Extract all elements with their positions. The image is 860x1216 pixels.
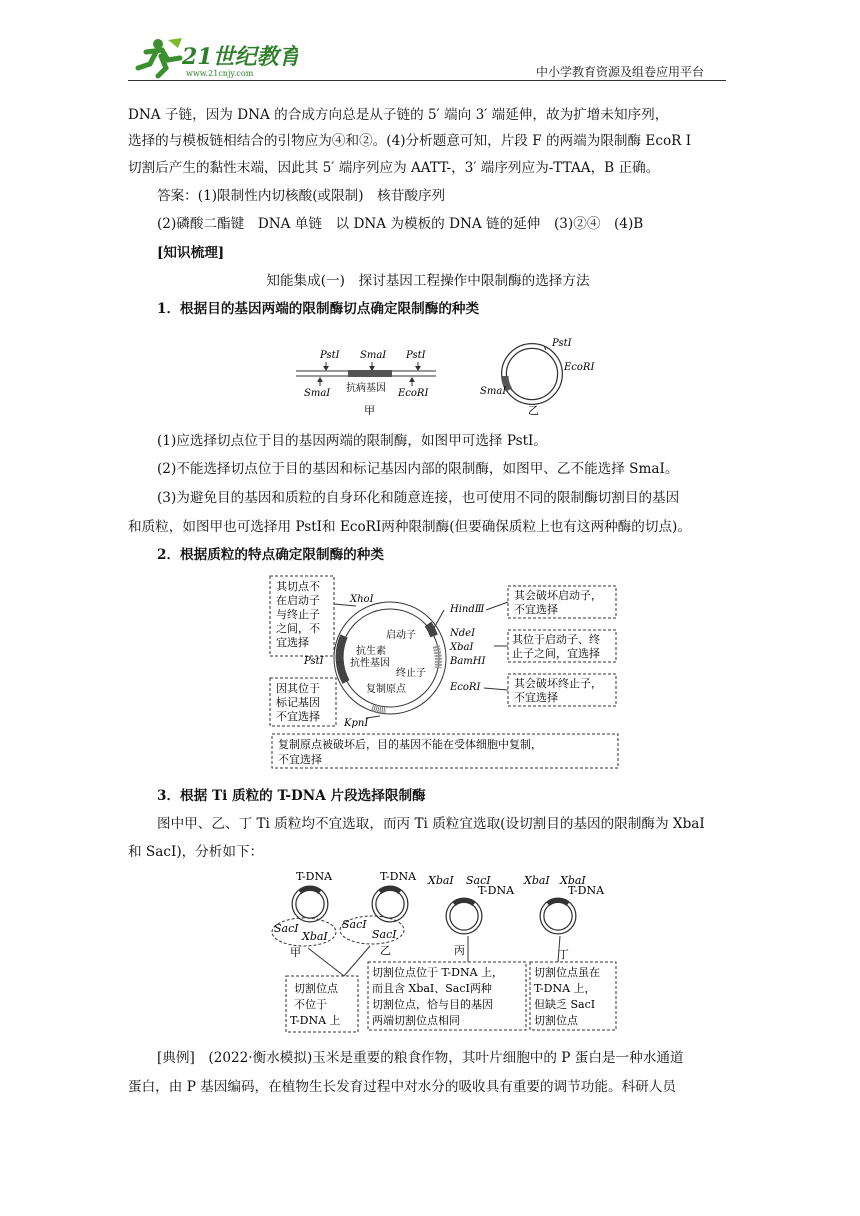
site-xba: XbaⅠ: [450, 642, 474, 653]
text-line: 和 SacⅠ)，分析如下：: [128, 844, 264, 860]
logo-url: www.21cnjy.com: [186, 69, 254, 78]
figure-plasmid-features: [268, 572, 624, 772]
label-yi: 乙: [380, 944, 391, 957]
box-line: 切割位点位于 T-DNA 上，: [372, 966, 504, 979]
site-xho: XhoⅠ: [350, 594, 374, 605]
label-xba: XbaⅠ: [560, 874, 586, 887]
logo-text: 21世纪教育: [182, 44, 298, 70]
box-line: 切割位点: [534, 1014, 578, 1027]
answer-line: 答案：(1)限制性内切核酸(或限制) 核苷酸序列: [157, 188, 446, 204]
site-hind: HindⅢ: [450, 604, 485, 615]
box-line: 在启动子: [276, 594, 320, 607]
text-line: 选择的与模板链相结合的引物应为④和②。(4)分析题意可知，片段 F 的两端为限制酶 EcoR Ⅰ: [128, 133, 692, 149]
text-line: 图中甲、乙、丁 Ti 质粒均不宜选取，而丙 Ti 质粒宜选取(设切割目的基因的限制酶为 XbaⅠ: [157, 816, 705, 832]
label-term: 终止子: [396, 668, 426, 679]
label-sma: SmaⅠ: [304, 388, 331, 399]
site-bam: BamHⅠ: [450, 656, 486, 667]
gene-jia-diagram: [296, 350, 436, 417]
figure-restriction-sites: [296, 326, 626, 422]
text-line: 切割后产生的黏性末端，因此其 5′ 端序列应为 AATT-，3′ 端序列应为-TTAA，B 正确。: [128, 160, 660, 176]
label-eco: EcoRⅠ: [398, 388, 429, 399]
label-ding: 丁: [558, 948, 569, 961]
box-line: 其切点不: [276, 580, 320, 593]
site-kpn: KpnⅠ: [344, 718, 369, 729]
box-line: 不宜选择: [278, 753, 322, 766]
label-gene: 抗病基因: [346, 383, 386, 394]
answer-line: (2)磷酸二酯键 DNA 单链 以 DNA 为模板的 DNA 链的延伸 (3)②④ (4)B: [157, 216, 644, 232]
text-line: (3)为避免目的基因和质粒的自身环化和随意连接，也可使用不同的限制酶切割目的基因: [157, 490, 680, 506]
label-ori: 复制原点: [366, 684, 406, 695]
section-title: 知能集成(一) 探讨基因工程操作中限制酶的选择方法: [266, 273, 590, 289]
text-line: (2)不能选择切点位于目的基因和标记基因内部的限制酶，如图甲、乙不能选择 SmaⅠ。: [157, 461, 679, 477]
label-pst: PstⅠ: [552, 338, 572, 349]
box-line: 宜选择: [276, 636, 309, 649]
box-line: 不宜选择: [514, 691, 558, 704]
heading-1: 1．根据目的基因两端的限制酶切点确定限制酶的种类: [157, 301, 480, 317]
label-eco: EcoRⅠ: [564, 362, 595, 373]
runner-icon: [138, 38, 182, 76]
box-line: 不宜选择: [514, 603, 558, 616]
section-heading: [知识梳理]: [157, 245, 225, 261]
label-sac: SacⅠ: [372, 928, 397, 941]
site-nde: NdeⅠ: [450, 628, 476, 639]
label-promoter: 启动子: [386, 630, 416, 641]
label-tdna: T-DNA: [568, 884, 605, 897]
figure-ti-plasmids: [268, 868, 624, 1034]
box-line: 与终止子: [276, 608, 320, 621]
box-line: 两端切割位点相同: [372, 1014, 460, 1027]
label-sac: SacⅠ: [274, 922, 299, 935]
box-line: 不位于: [294, 998, 327, 1011]
box-line: 其会破坏终止子，: [514, 677, 602, 690]
label-sma: SmaⅠ: [360, 350, 387, 361]
label-pst: PstⅠ: [406, 350, 426, 361]
box-line: 止子之间，宜选择: [512, 647, 600, 660]
plasmid-yi-diagram: [480, 338, 595, 417]
box-line: 之间，不: [276, 622, 320, 635]
box-line: 切割位点: [294, 982, 338, 995]
box-line: 标记基因: [276, 696, 320, 709]
label-sac: SacⅠ: [466, 874, 491, 887]
example-line: [典例] (2022·衡水模拟)玉米是重要的粮食作物，其叶片细胞中的 P 蛋白是一种水通道: [157, 1050, 684, 1066]
label-tdna: T-DNA: [478, 884, 515, 897]
box-line: T-DNA 上: [290, 1014, 341, 1027]
label-bing: 丙: [454, 944, 465, 957]
label-pst: PstⅠ: [320, 350, 340, 361]
heading-2: 2．根据质粒的特点确定限制酶的种类: [157, 547, 384, 563]
box-line: 切割位点，恰与目的基因: [372, 998, 493, 1011]
box-line: 其会破坏启动子，: [514, 589, 602, 602]
label-resist: 抗生素: [356, 646, 386, 657]
label-tdna: T-DNA: [296, 870, 333, 883]
label-jia: 甲: [290, 946, 301, 959]
label-tdna: T-DNA: [380, 870, 417, 883]
site-eco: EcoRⅠ: [450, 682, 481, 693]
text-line: DNA 子链，因为 DNA 的合成方向总是从子链的 5′ 端向 3′ 端延伸，故为扩增未知序列，: [128, 107, 669, 123]
label-sma: SmaⅠ: [480, 386, 507, 397]
example-line: 蛋白，由 P 基因编码，在植物生长发育过程中对水分的吸收具有重要的调节功能。科研人员: [128, 1079, 676, 1095]
label-sac: SacⅠ: [342, 918, 367, 931]
label-xba: XbaⅠ: [524, 874, 550, 887]
box-line: 切割位点虽在: [534, 966, 600, 979]
platform-name: 中小学教育资源及组卷应用平台: [536, 65, 705, 79]
box-line: T-DNA 上，: [534, 982, 596, 995]
label-yi: 乙: [528, 404, 539, 417]
label-xba: XbaⅠ: [302, 930, 328, 943]
header-divider: [128, 80, 726, 81]
heading-3: 3．根据 Ti 质粒的 T-DNA 片段选择限制酶: [157, 788, 426, 804]
label-xba: XbaⅠ: [428, 874, 454, 887]
box-line: 因其位于: [276, 682, 320, 695]
box-line: 不宜选择: [276, 710, 320, 723]
logo: [128, 34, 298, 80]
label-jia: 甲: [364, 404, 375, 417]
site-pst: PstⅠ: [304, 656, 324, 667]
box-line: 而且含 XbaⅠ、SacⅠ两种: [372, 982, 492, 995]
box-line: 但缺乏 SacⅠ: [534, 998, 596, 1011]
text-line: (1)应选择切点位于目的基因两端的限制酶，如图甲可选择 PstⅠ。: [157, 433, 548, 449]
text-line: 和质粒，如图甲也可选择用 PstⅠ和 EcoRⅠ两种限制酶(但要确保质粒上也有这两种酶的切点)。: [128, 519, 691, 535]
box-line: 其位于启动子、终: [512, 633, 600, 646]
label-resist: 抗性基因: [350, 658, 390, 669]
box-line: 复制原点被破坏后，目的基因不能在受体细胞中复制，: [278, 738, 542, 751]
